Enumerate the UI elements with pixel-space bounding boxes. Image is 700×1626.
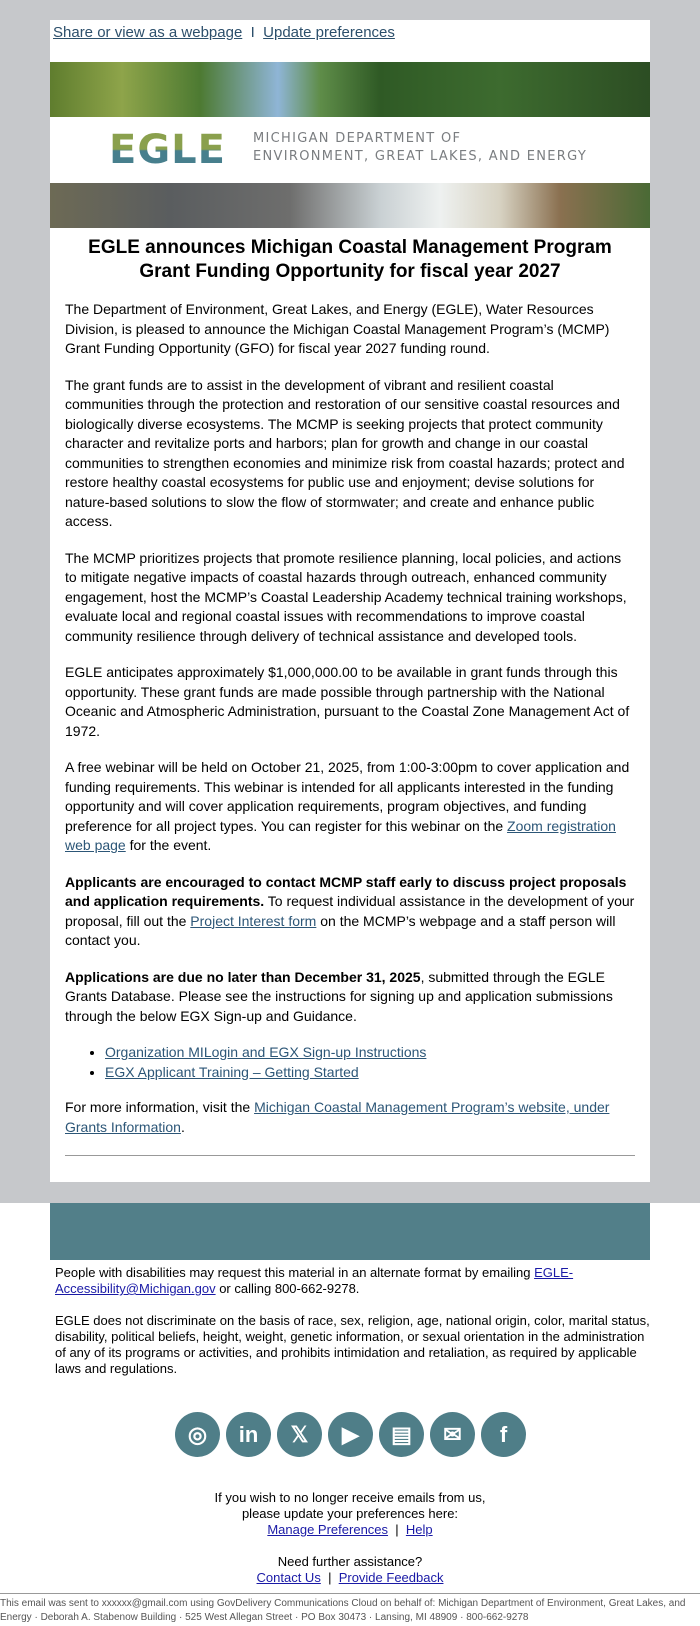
text: To request individual assistance in the development of your proposal, fill out the bbox=[65, 893, 635, 929]
list-item bbox=[105, 1043, 635, 1063]
unsubscribe-section bbox=[0, 1490, 700, 1586]
egle-logo: EGLE bbox=[109, 127, 226, 173]
contact-us-link[interactable]: Contact Us bbox=[256, 1570, 321, 1585]
paragraph bbox=[65, 968, 635, 1027]
x-icon[interactable]: 𝕏 bbox=[277, 1412, 322, 1457]
list-item bbox=[105, 1063, 635, 1083]
manage-preferences-link[interactable]: Manage Preferences bbox=[267, 1522, 389, 1537]
email-icon[interactable]: ✉ bbox=[430, 1412, 475, 1457]
paragraph: The grant funds are to assist in the development of vibrant and resilient coastal communities through the protection and restoration of our sensitive coastal resources and biologically diverse ecosystems. The MCMP is seeking projects that protect community character and revitalize ports and harbors; plan for growth and change in our coastal communities to strengthen economies and minimize risk from coastal hazards; protect and restore healthy coastal ecosystems for public use and enjoyment; devise solutions for nature-based solutions to slow the flow of stormwater; and create and enhance public access. bbox=[65, 376, 625, 529]
provide-feedback-link[interactable]: Provide Feedback bbox=[338, 1570, 444, 1585]
assistance-text: Need further assistance? bbox=[277, 1554, 423, 1569]
project-interest-form-link[interactable]: Project Interest form bbox=[190, 912, 317, 929]
update-preferences-link[interactable]: Update preferences bbox=[263, 24, 395, 41]
newsletter-icon[interactable]: ▤ bbox=[379, 1412, 424, 1457]
text: on the MCMP’s webpage and a staff person will contact you. bbox=[65, 912, 616, 948]
accessibility-email-link[interactable]: EGLE-Accessibility@Michigan.gov bbox=[55, 1265, 574, 1296]
email-card bbox=[50, 20, 650, 1182]
unsub-text: please update your preferences here: bbox=[241, 1506, 459, 1521]
linkedin-icon[interactable]: in bbox=[226, 1412, 271, 1457]
mcmp-website-link[interactable]: Michigan Coastal Management Program’s website, under Grants Information bbox=[65, 1099, 610, 1135]
nondiscrimination-notice: EGLE does not discriminate on the basis of race, sex, religion, age, national origin, color, marital status, disability, political beliefs, height, weight, genetic information, or sexual orientation in the administration of any of its programs or activities, and prohibits intimidation and retaliation, as required by applicable laws and regulations. bbox=[55, 1313, 650, 1376]
instagram-icon[interactable]: ◎ bbox=[175, 1412, 220, 1457]
paragraph: The MCMP prioritizes projects that promote resilience planning, local policies, and actions to mitigate negative impacts of coastal hazards through outreach, enhanced community engagement, host the MCMP’s Coastal Leadership Academy technical training workshops, evaluate local and regional coastal issues with recommendations to improve coastal community resilience through delivery of technical assistance and developed tools. bbox=[65, 549, 627, 644]
bold-text: Applicants are encouraged to contact MCMP staff early to discuss project proposals and application requirements. bbox=[65, 873, 627, 909]
header-banner bbox=[50, 62, 650, 228]
preference-links bbox=[0, 1522, 700, 1538]
text: , submitted through the EGLE Grants Database. Please see the instructions for signing up and application submissions through the below EGX Sign-up and Guidance. bbox=[65, 968, 613, 1024]
bold-text: Applications are due no later than December 31, 2025 bbox=[65, 968, 421, 985]
paragraph: The Department of Environment, Great Lakes, and Energy (EGLE), Water Resources Division, is pleased to announce the Michigan Coastal Management Program’s (MCMP) Grant Funding Opportunity (GFO) for fiscal year 2027 funding round. bbox=[65, 301, 610, 356]
dept-line-2: ENVIRONMENT, GREAT LAKES, AND ENERGY bbox=[253, 149, 588, 164]
top-links bbox=[53, 24, 395, 41]
help-link[interactable]: Help bbox=[405, 1522, 433, 1537]
text: A free webinar will be held on October 21, 2025, from 1:00-3:00pm to cover application and funding requirements. This webinar is intended for all applicants interested in the funding opportunity and will cover application requirements, program objectives, and funding preference for all project types. You can register for this webinar on the bbox=[65, 759, 630, 834]
text: for the event. bbox=[125, 837, 212, 853]
separator: | bbox=[395, 1522, 399, 1537]
assistance-links bbox=[0, 1570, 700, 1586]
forest-photo bbox=[50, 62, 650, 117]
teal-band bbox=[50, 1203, 650, 1260]
text: . bbox=[180, 1118, 185, 1135]
sent-notice: This email was sent to xxxxxx@gmail.com using GovDelivery Communications Cloud on behalf of: Michigan Department of Environment, Great Lakes, and Energy · Deborah A. Stabenow Building · 525 West Allegan Street · PO Box 30473 · Lansing, MI 48909 · 800-662-9278 bbox=[0, 1598, 686, 1623]
separator: I bbox=[250, 24, 255, 41]
waterfall-photo bbox=[50, 183, 650, 228]
resource-list bbox=[105, 1043, 635, 1082]
dept-line-1: MICHIGAN DEPARTMENT OF bbox=[253, 131, 462, 146]
unsub-text: If you wish to no longer receive emails from us, bbox=[214, 1490, 486, 1505]
facebook-icon[interactable]: f bbox=[481, 1412, 526, 1457]
text: People with disabilities may request this material in an alternate format by emailing bbox=[55, 1265, 535, 1280]
divider bbox=[65, 1155, 635, 1156]
paragraph: EGLE anticipates approximately $1,000,000.00 to be available in grant funds through this opportunity. These grant funds are made possible through partnership with the National Oceanic and Atmospheric Administration, pursuant to the Coastal Zone Management Act of 1972. bbox=[65, 664, 630, 739]
separator: | bbox=[328, 1570, 332, 1585]
department-name bbox=[253, 130, 587, 166]
accessibility-notice bbox=[55, 1265, 655, 1297]
paragraph bbox=[65, 1098, 635, 1137]
milogin-instructions-link[interactable]: Organization MILogin and EGX Sign-up Instructions bbox=[105, 1044, 427, 1060]
social-icons bbox=[175, 1412, 526, 1457]
article-title: EGLE announces Michigan Coastal Management Program Grant Funding Opportunity for fiscal year 2027 bbox=[88, 237, 612, 282]
text: For more information, visit the bbox=[65, 1099, 255, 1115]
youtube-icon[interactable]: ▶ bbox=[328, 1412, 373, 1457]
paragraph bbox=[65, 873, 635, 951]
logo-band bbox=[50, 117, 650, 183]
share-webpage-link[interactable]: Share or view as a webpage bbox=[53, 24, 243, 41]
footer bbox=[55, 1265, 655, 1393]
article-content bbox=[65, 236, 635, 1156]
egx-training-link[interactable]: EGX Applicant Training – Getting Started bbox=[105, 1063, 359, 1080]
paragraph bbox=[65, 758, 635, 856]
zoom-registration-link[interactable]: Zoom registration web page bbox=[65, 817, 616, 853]
divider bbox=[0, 1593, 700, 1594]
text: or calling 800-662-9278. bbox=[215, 1281, 360, 1296]
